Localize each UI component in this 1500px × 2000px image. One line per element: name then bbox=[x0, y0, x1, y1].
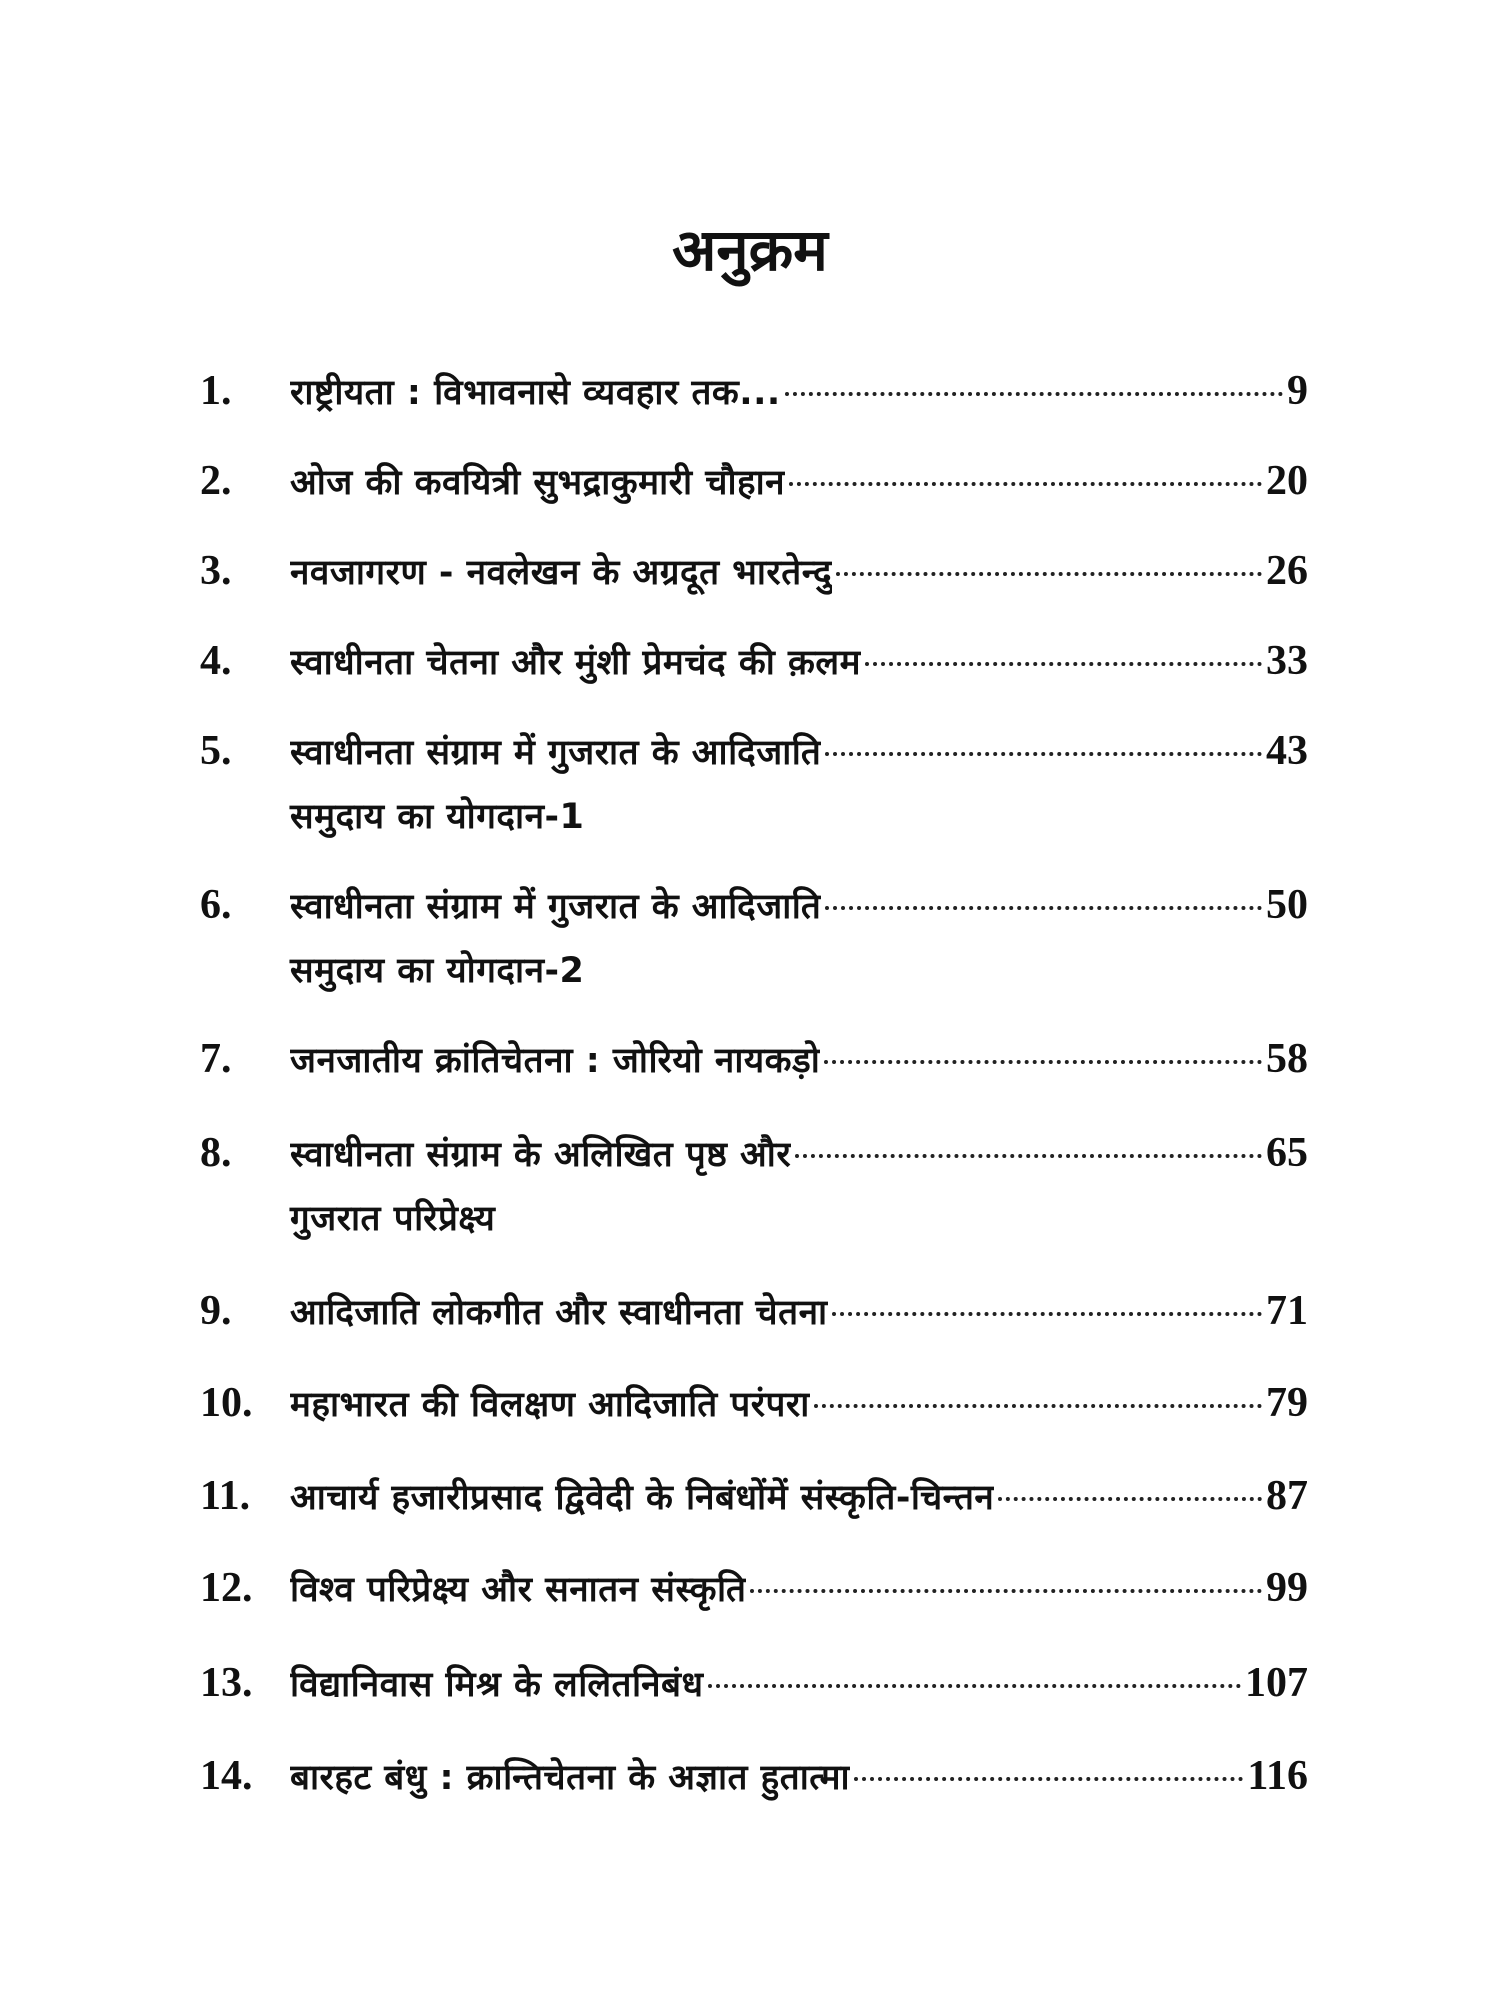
entry-page-number: 58 bbox=[1266, 1036, 1308, 1082]
dot-leader bbox=[832, 1312, 1262, 1316]
entry-title: आदिजाति लोकगीत और स्वाधीनता चेतना bbox=[290, 1293, 828, 1333]
toc-entry-row bbox=[200, 1370, 1308, 1436]
toc-entry-7 bbox=[200, 1026, 1308, 1092]
entry-title-continuation: समुदाय का योगदान-1 bbox=[290, 797, 585, 837]
entry-page-number: 50 bbox=[1266, 882, 1308, 928]
toc-entry-row bbox=[200, 628, 1308, 694]
dot-leader bbox=[750, 1589, 1262, 1593]
entry-number: 10. bbox=[200, 1380, 253, 1426]
toc-entry-1 bbox=[200, 358, 1308, 424]
entry-page-number: 65 bbox=[1266, 1130, 1308, 1176]
dot-leader bbox=[998, 1497, 1262, 1501]
entry-title: नवजागरण - नवलेखन के अग्रदूत भारतेन्दु bbox=[290, 553, 833, 593]
entry-page-number: 99 bbox=[1266, 1565, 1308, 1611]
toc-entry-row bbox=[200, 872, 1308, 938]
toc-entry-3 bbox=[200, 538, 1308, 604]
toc-entry-row bbox=[200, 538, 1308, 604]
dot-leader bbox=[836, 572, 1262, 576]
toc-entry-9 bbox=[200, 1278, 1308, 1344]
toc-entry-row bbox=[200, 1555, 1308, 1621]
entry-title: विश्व परिप्रेक्ष्य और सनातन संस्कृति bbox=[290, 1570, 747, 1610]
entry-number: 1. bbox=[200, 368, 232, 414]
toc-entry-5 bbox=[200, 718, 1308, 850]
entry-title: स्वाधीनता चेतना और मुंशी प्रेमचंद की क़लम bbox=[290, 643, 862, 683]
entry-title: स्वाधीनता संग्राम में गुजरात के आदिजाति bbox=[290, 887, 822, 927]
dot-leader bbox=[824, 1060, 1262, 1064]
dot-leader bbox=[814, 1404, 1262, 1408]
entry-number: 4. bbox=[200, 638, 232, 684]
entry-page-number: 107 bbox=[1245, 1660, 1308, 1706]
dot-leader bbox=[825, 752, 1262, 756]
toc-entry-row bbox=[200, 1650, 1308, 1716]
entry-title: राष्ट्रीयता : विभावनासे व्यवहार तक... bbox=[290, 373, 781, 413]
entry-number: 8. bbox=[200, 1130, 232, 1176]
toc-entry-row bbox=[200, 1120, 1308, 1186]
dot-leader bbox=[708, 1684, 1241, 1688]
toc-entry-10 bbox=[200, 1370, 1308, 1436]
entry-title: जनजातीय क्रांतिचेतना : जोरियो नायकड़ो bbox=[290, 1041, 821, 1081]
entry-page-number: 20 bbox=[1266, 458, 1308, 504]
toc-entry-row bbox=[200, 1026, 1308, 1092]
toc-entry-row bbox=[200, 1463, 1308, 1529]
dot-leader bbox=[789, 482, 1262, 486]
toc-entry-13 bbox=[200, 1650, 1308, 1716]
entry-number: 9. bbox=[200, 1288, 232, 1334]
entry-title-continuation: समुदाय का योगदान-2 bbox=[290, 951, 585, 991]
entry-title: बारहट बंधु : क्रान्तिचेतना के अज्ञात हुतात्मा bbox=[290, 1758, 851, 1798]
entry-number: 7. bbox=[200, 1036, 232, 1082]
entry-page-number: 33 bbox=[1266, 638, 1308, 684]
dot-leader bbox=[785, 392, 1283, 396]
entry-number: 13. bbox=[200, 1660, 253, 1706]
dot-leader bbox=[825, 906, 1262, 910]
toc-entry-row bbox=[200, 718, 1308, 784]
entry-title: ओज की कवयित्री सुभद्राकुमारी चौहान bbox=[290, 463, 786, 503]
entry-page-number: 71 bbox=[1266, 1288, 1308, 1334]
entry-number: 12. bbox=[200, 1565, 253, 1611]
entry-number: 3. bbox=[200, 548, 232, 594]
entry-title: विद्यानिवास मिश्र के ललितनिबंध bbox=[290, 1665, 704, 1705]
entry-page-number: 87 bbox=[1266, 1473, 1308, 1519]
toc-entry-14 bbox=[200, 1743, 1308, 1809]
toc-entry-8 bbox=[200, 1120, 1308, 1252]
entry-page-number: 9 bbox=[1287, 368, 1308, 414]
toc-entry-11 bbox=[200, 1463, 1308, 1529]
entry-page-number: 26 bbox=[1266, 548, 1308, 594]
toc-entry-12 bbox=[200, 1555, 1308, 1621]
toc-entry-row bbox=[200, 448, 1308, 514]
toc-entry-row bbox=[200, 1743, 1308, 1809]
toc-entry-row bbox=[200, 1278, 1308, 1344]
entry-title: स्वाधीनता संग्राम के अलिखित पृष्ठ और bbox=[290, 1135, 792, 1175]
entry-title-continuation: गुजरात परिप्रेक्ष्य bbox=[290, 1199, 496, 1239]
entry-number: 6. bbox=[200, 882, 232, 928]
entry-page-number: 43 bbox=[1266, 728, 1308, 774]
dot-leader bbox=[865, 662, 1262, 666]
entry-page-number: 79 bbox=[1266, 1380, 1308, 1426]
entry-number: 5. bbox=[200, 728, 232, 774]
entry-number: 2. bbox=[200, 458, 232, 504]
dot-leader bbox=[854, 1777, 1243, 1781]
dot-leader bbox=[795, 1154, 1262, 1158]
entry-number: 11. bbox=[200, 1473, 251, 1519]
toc-entry-2 bbox=[200, 448, 1308, 514]
entry-page-number: 116 bbox=[1247, 1753, 1308, 1799]
entry-title: स्वाधीनता संग्राम में गुजरात के आदिजाति bbox=[290, 733, 822, 773]
page-title: अनुक्रम bbox=[672, 216, 828, 284]
toc-entry-4 bbox=[200, 628, 1308, 694]
entry-number: 14. bbox=[200, 1753, 253, 1799]
toc-entry-row bbox=[200, 358, 1308, 424]
entry-title: महाभारत की विलक्षण आदिजाति परंपरा bbox=[290, 1385, 810, 1425]
entry-title: आचार्य हजारीप्रसाद द्विवेदी के निबंधोंमें संस्कृति-चिन्तन bbox=[290, 1478, 995, 1518]
toc-entry-6 bbox=[200, 872, 1308, 1004]
